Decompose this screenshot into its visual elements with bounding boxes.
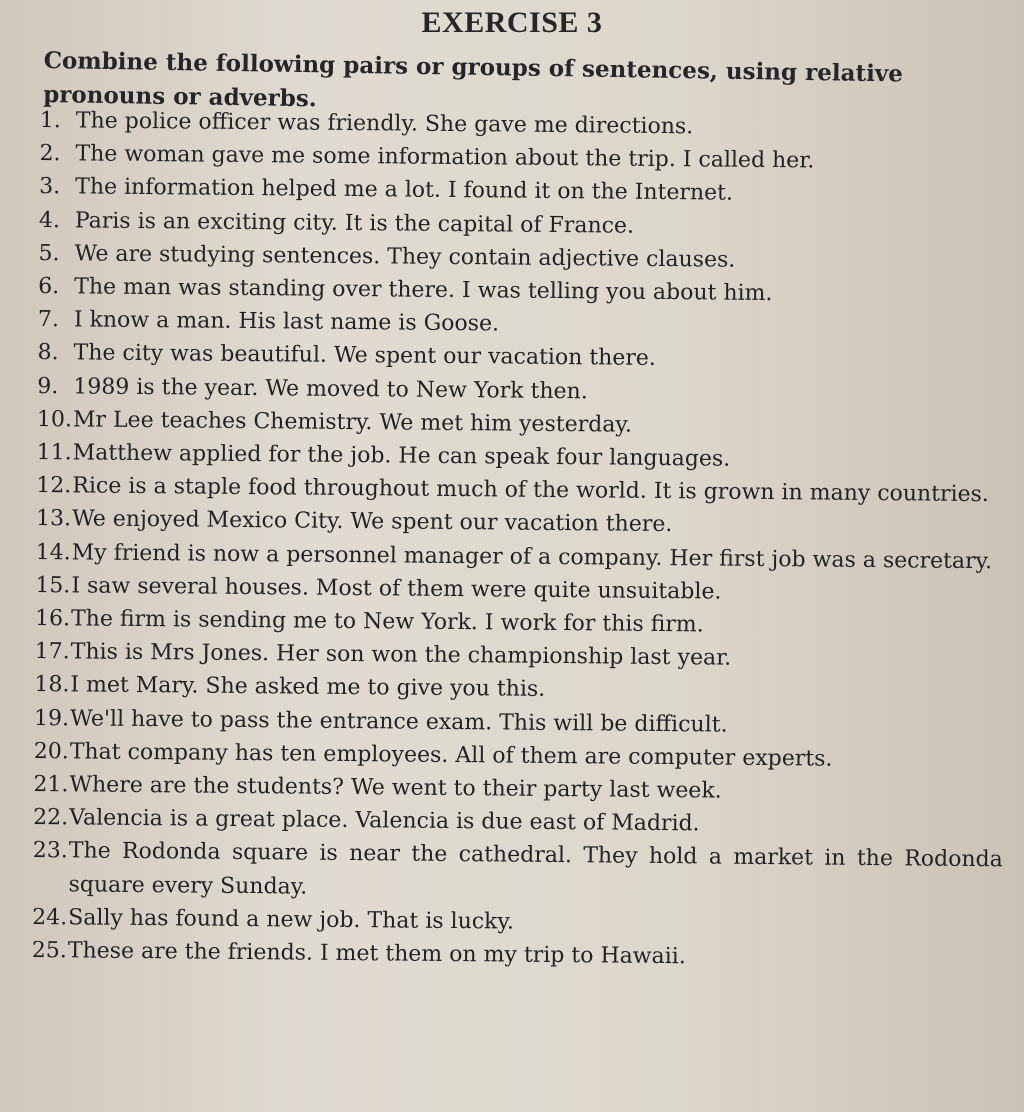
item-text: The information helped me a lot. I found it on the Internet.: [75, 174, 734, 207]
item-number: 17.: [34, 639, 70, 665]
item-number: 4.: [38, 207, 61, 233]
item-number: 15.: [35, 572, 71, 599]
item-text: Paris is an exciting city. It is the capital of France.: [74, 207, 635, 239]
item-text: Mr Lee teaches Chemistry. We met him yesterday.: [72, 407, 633, 438]
item-text: 1989 is the year. We moved to New York then.: [73, 373, 588, 404]
item-number: 18.: [34, 672, 70, 698]
item-text: The police officer was friendly. She gave me directions.: [75, 108, 694, 140]
item-text: I know a man. His last name is Goose.: [73, 307, 500, 337]
exercise-title: EXERCISE 3: [421, 6, 603, 39]
item-text: I met Mary. She asked me to give you this.: [70, 672, 546, 703]
item-number: 23.: [32, 838, 68, 864]
item-number: 10.: [36, 406, 73, 433]
item-number: 25.: [31, 938, 67, 964]
item-text: Sally has found a new job. That is lucky.: [68, 905, 515, 935]
item-text: The city was beautiful. We spent our vacation there.: [73, 340, 656, 372]
item-number: 5.: [38, 240, 60, 267]
item-number: 11.: [36, 440, 72, 466]
exercise-instructions: Combine the following pairs or groups of sentences, using relative pronouns or adverbs.: [42, 46, 904, 113]
item-text: This is Mrs Jones. Her son won the championship last year.: [70, 639, 732, 671]
item-number: 8.: [37, 340, 59, 366]
item-text: Valencia is a great place. Valencia is due east of Madrid.: [69, 805, 700, 837]
item-number: 13.: [35, 506, 72, 532]
item-number: 19.: [33, 705, 70, 731]
item-number: 21.: [33, 772, 69, 798]
item-text: My friend is now a personnel manager of a company. Her first job was a secretary.: [71, 539, 993, 574]
item-text: Where are the students? We went to their party last week.: [69, 772, 722, 804]
item-text: The woman gave me some information about the trip. I called her.: [75, 141, 815, 174]
item-text: We enjoyed Mexico City. We spent our vacation there.: [71, 506, 673, 538]
item-number: 24.: [32, 904, 68, 931]
item-text: The Rodonda square is near the cathedral. They hold a market in the Rodonda square every Sunday.: [68, 838, 1003, 900]
item-text: We'll have to pass the entrance exam. This will be difficult.: [69, 705, 728, 738]
item-number: 12.: [36, 473, 72, 499]
item-text: Rice is a staple food throughout much of the world. It is grown in many countries.: [72, 473, 989, 508]
item-number: 16.: [34, 606, 71, 632]
item-text: The firm is sending me to New York. I work for this firm.: [70, 606, 704, 638]
item-number: 6.: [38, 274, 60, 300]
item-number: 7.: [37, 307, 60, 333]
item-number: 20.: [33, 738, 69, 765]
item-number: 2.: [39, 141, 61, 167]
item-text: The man was standing over there. I was telling you about him.: [74, 274, 773, 307]
item-text: I saw several houses. Most of them were quite unsuitable.: [71, 573, 722, 605]
item-text: That company has ten employees. All of them are computer experts.: [69, 739, 833, 772]
item-number: 22.: [33, 805, 69, 831]
item-number: 9.: [37, 373, 59, 399]
item-number: 14.: [35, 539, 71, 565]
exercise-list: [32, 104, 1010, 977]
item-text: Matthew applied for the job. He can speak four languages.: [72, 440, 731, 472]
item-number: 3.: [39, 174, 61, 200]
item-text: These are the friends. I met them on my trip to Hawaii.: [67, 938, 686, 970]
item-number: 1.: [39, 107, 61, 134]
item-text: We are studying sentences. They contain adjective clauses.: [74, 241, 736, 273]
exercise-item-23: [32, 834, 1003, 910]
